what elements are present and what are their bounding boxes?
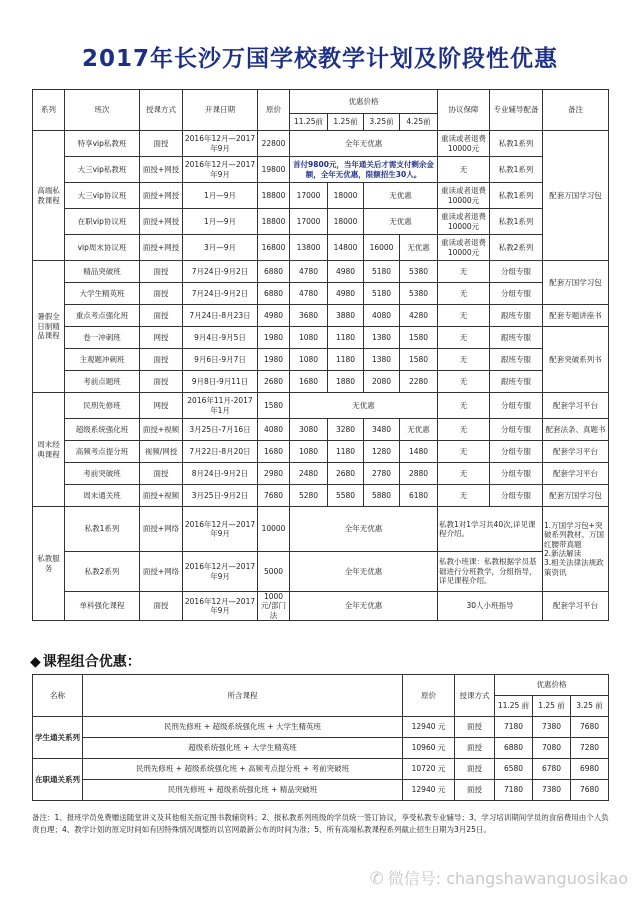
discount-d2: 1180 <box>328 349 364 371</box>
group-label: 私教服务 <box>33 507 65 621</box>
discount-d2: 1880 <box>328 371 364 393</box>
plan-table <box>32 89 609 621</box>
discount-d3: 5880 <box>364 485 400 507</box>
combo-courses: 民刑先修班 + 超级系统强化班 + 精品突破班 <box>83 780 403 801</box>
discount-d2: 4980 <box>328 283 364 305</box>
combo-d2: 7380 <box>533 780 571 801</box>
discount-d1: 4780 <box>290 283 328 305</box>
combo-header-d1: 11.25 前 <box>495 696 533 717</box>
discount-d3: 2080 <box>364 371 400 393</box>
class-mode: 面授 <box>140 131 183 157</box>
diamond-icon: ◆ <box>30 654 41 670</box>
header-d2: 1.25前 <box>328 114 364 131</box>
class-start: 2016年12月—2017年9月 <box>183 552 258 592</box>
class-mode: 面授+视频 <box>140 485 183 507</box>
class-mode: 面授+网授 <box>140 235 183 261</box>
discount-d2: 2680 <box>328 463 364 485</box>
class-price: 18800 <box>258 209 290 235</box>
class-guarantee: 无 <box>438 371 490 393</box>
class-guarantee: 无 <box>438 327 490 349</box>
page-title: 2017年长沙万国学校教学计划及阶段性优惠 <box>81 46 558 72</box>
combo-mode: 面授 <box>455 717 495 738</box>
note-cell: 配套专题讲座书 <box>543 305 609 327</box>
class-price: 1980 <box>258 349 290 371</box>
combo-d2: 6780 <box>533 759 571 780</box>
class-mode: 面授+网授 <box>140 157 183 183</box>
class-start: 9月8日-9月11日 <box>183 371 258 393</box>
class-guarantee: 无 <box>438 261 490 283</box>
combo-mode: 面授 <box>455 738 495 759</box>
wechat-icon: ✆ <box>369 869 384 889</box>
combo-courses: 超级系统强化班 + 大学生精英班 <box>83 738 403 759</box>
class-name: 大学生精英班 <box>65 283 140 305</box>
class-guarantee: 重读或者退费10000元 <box>438 209 490 235</box>
class-tutor: 私教1系列 <box>490 209 543 235</box>
note-cell: 配套学习平台 <box>543 592 609 621</box>
discount-d4: 2880 <box>400 463 438 485</box>
discount-d4: 1580 <box>400 349 438 371</box>
discount-rest: 无优惠 <box>364 183 438 209</box>
class-tutor: 分组专服 <box>490 485 543 507</box>
class-mode: 视频/网授 <box>140 441 183 463</box>
class-start: 7月22日-8月20日 <box>183 441 258 463</box>
class-price: 22800 <box>258 131 290 157</box>
header-d1: 11.25前 <box>290 114 328 131</box>
class-name: 单科强化课程 <box>65 592 140 621</box>
combo-group-label: 学生通关系列 <box>33 717 83 759</box>
group-label: 高端私教课程 <box>33 131 65 261</box>
class-mode: 面授 <box>140 305 183 327</box>
table-row <box>33 157 609 183</box>
class-name: 私教2系列 <box>65 552 140 592</box>
class-price: 1980 <box>258 327 290 349</box>
combo-header-d2: 1.25 前 <box>533 696 571 717</box>
class-guarantee: 无 <box>438 283 490 305</box>
header-d3: 3.25前 <box>364 114 400 131</box>
class-mode: 面授 <box>140 371 183 393</box>
discount-d4: 5380 <box>400 261 438 283</box>
combo-courses: 民刑先修班 + 超级系统强化班 + 大学生精英班 <box>83 717 403 738</box>
table-row <box>33 441 609 463</box>
discount-all: 全年无优惠 <box>290 592 438 621</box>
discount-all: 全年无优惠 <box>290 131 438 157</box>
class-tutor: 分组专服 <box>490 283 543 305</box>
discount-d1: 3680 <box>290 305 328 327</box>
table-row <box>33 283 609 305</box>
combo-mode: 面授 <box>455 759 495 780</box>
table-row <box>33 327 609 349</box>
class-mode: 面授 <box>140 592 183 621</box>
header-d4: 4.25前 <box>400 114 438 131</box>
class-start: 3月25日-9月2日 <box>183 485 258 507</box>
combo-d2: 7080 <box>533 738 571 759</box>
table-row <box>33 463 609 485</box>
class-name: 大三vip协议班 <box>65 183 140 209</box>
combo-price: 10720 元 <box>403 759 455 780</box>
discount-d1: 1080 <box>290 327 328 349</box>
class-start: 9月4日-9月5日 <box>183 327 258 349</box>
class-start: 9月6日-9月7日 <box>183 349 258 371</box>
class-start: 2016年11月-2017年1月 <box>183 393 258 419</box>
class-mode: 面授 <box>140 261 183 283</box>
table-row <box>33 552 609 592</box>
class-name: 特享vip私教班 <box>65 131 140 157</box>
footnote: 备注：1、报班学员免费赠送随堂讲义及其他相关指定图书教辅资料；2、报私教系列班级的学员统一签订协议，享受私教专业辅导；3、学习培训期间学员的食宿费用由个人负责自理；4、教学计划的原定时间如有因特殊情况调整的以官网最新公布的时间为准；5、所有高端私教课程系列截止招生日期为3月25日。 <box>32 813 609 834</box>
class-tutor: 私教1系列 <box>490 183 543 209</box>
note-cell: 配套学习平台 <box>543 463 609 485</box>
class-guarantee: 无 <box>438 157 490 183</box>
discount-all: 全年无优惠 <box>290 552 438 592</box>
discount-d2: 4980 <box>328 261 364 283</box>
discount-d1: 1080 <box>290 441 328 463</box>
combo-header-discount: 优惠价格 <box>495 675 609 696</box>
guarantee-tutor: 私教小班课：私教根据学员基础进行分班教学，分组指导，详见课程介绍。 <box>438 552 543 592</box>
combo-header-price: 原价 <box>403 675 455 717</box>
class-start: 2016年12月—2017年9月 <box>183 592 258 621</box>
table-row <box>33 209 609 235</box>
table-row <box>33 371 609 393</box>
table-row <box>33 717 609 738</box>
discount-special: 首付9800元，当年通关后才需支付剩余金额，全年无优惠，限额招生30人。 <box>290 157 438 183</box>
class-start: 1月—9月 <box>183 209 258 235</box>
discount-all: 全年无优惠 <box>290 507 438 552</box>
header-price: 原价 <box>258 90 290 131</box>
discount-d1: 1080 <box>290 349 328 371</box>
class-mode: 面授+网络 <box>140 552 183 592</box>
note-cell: 配套学习平台 <box>543 393 609 419</box>
combo-courses: 民刑先修班 + 超级系统强化班 + 高频考点提分班 + 考前突破班 <box>83 759 403 780</box>
discount-d4: 6180 <box>400 485 438 507</box>
table-row <box>33 131 609 157</box>
class-name: vip周末协议班 <box>65 235 140 261</box>
class-guarantee: 重读或者退费10000元 <box>438 131 490 157</box>
header-guarantee: 协议保障 <box>438 90 490 131</box>
header-class: 班次 <box>65 90 140 131</box>
combo-d1: 7180 <box>495 780 533 801</box>
discount-all: 无优惠 <box>290 393 438 419</box>
class-mode: 面授+网络 <box>140 507 183 552</box>
combo-d1: 7180 <box>495 717 533 738</box>
class-name: 主观题冲刺班 <box>65 349 140 371</box>
class-guarantee: 无 <box>438 419 490 441</box>
class-mode: 面授+网授 <box>140 183 183 209</box>
class-start: 2016年12月—2017年9月 <box>183 507 258 552</box>
class-tutor: 私教2系列 <box>490 235 543 261</box>
class-price: 10000 <box>258 507 290 552</box>
class-guarantee: 无 <box>438 393 490 419</box>
class-start: 2016年12月—2017年9月 <box>183 131 258 157</box>
discount-d1: 5280 <box>290 485 328 507</box>
class-mode: 面授+网授 <box>140 209 183 235</box>
class-price: 18800 <box>258 183 290 209</box>
table-row <box>33 780 609 801</box>
combo-table <box>32 674 609 801</box>
class-guarantee: 无 <box>438 305 490 327</box>
class-start: 7月24日-9月2日 <box>183 283 258 305</box>
note-cell: 配套突破系列书 <box>543 327 609 393</box>
class-start: 3月25日-7月16日 <box>183 419 258 441</box>
discount-d3: 5180 <box>364 261 400 283</box>
class-price: 4980 <box>258 305 290 327</box>
class-name: 考前点题班 <box>65 371 140 393</box>
class-mode: 面授 <box>140 349 183 371</box>
class-start: 1月—9月 <box>183 183 258 209</box>
table-row <box>33 349 609 371</box>
class-start: 7月24日-9月2日 <box>183 261 258 283</box>
note-cell: 配套学习平台 <box>543 441 609 463</box>
class-tutor: 分组专服 <box>490 261 543 283</box>
watermark: ✆ 微信号: changshawanguosikao <box>369 869 628 889</box>
discount-d2: 18000 <box>328 183 364 209</box>
combo-d3: 7280 <box>571 738 609 759</box>
class-tutor: 私教1系列 <box>490 131 543 157</box>
discount-d1: 2480 <box>290 463 328 485</box>
combo-d1: 6880 <box>495 738 533 759</box>
discount-d2: 1180 <box>328 441 364 463</box>
discount-d1: 1680 <box>290 371 328 393</box>
table-row <box>33 738 609 759</box>
discount-rest: 无优惠 <box>364 209 438 235</box>
class-name: 私教1系列 <box>65 507 140 552</box>
class-guarantee: 重读或者退费10000元 <box>438 183 490 209</box>
discount-d4: 1480 <box>400 441 438 463</box>
header-start: 开课日期 <box>183 90 258 131</box>
class-tutor: 分组专服 <box>490 419 543 441</box>
discount-d3: 16000 <box>364 235 400 261</box>
discount-d2: 14800 <box>328 235 364 261</box>
header-tutor: 专业辅导配备 <box>490 90 543 131</box>
combo-section-title: ◆ 课程组合优惠： <box>30 654 141 670</box>
class-start: 8月24日-9月2日 <box>183 463 258 485</box>
class-tutor: 私教1系列 <box>490 157 543 183</box>
header-note: 备注 <box>543 90 609 131</box>
class-price: 2680 <box>258 371 290 393</box>
discount-d4: 5380 <box>400 283 438 305</box>
combo-d2: 7380 <box>533 717 571 738</box>
class-tutor: 跟班专服 <box>490 349 543 371</box>
table-row <box>33 592 609 621</box>
class-mode: 面授+视频 <box>140 419 183 441</box>
class-tutor: 跟班专服 <box>490 305 543 327</box>
discount-d4: 无优惠 <box>400 419 438 441</box>
table-row <box>33 183 609 209</box>
combo-header-courses: 所含课程 <box>83 675 403 717</box>
discount-d2: 1180 <box>328 327 364 349</box>
class-start: 3月—9月 <box>183 235 258 261</box>
combo-d1: 6580 <box>495 759 533 780</box>
class-name: 考前突破班 <box>65 463 140 485</box>
class-guarantee: 无 <box>438 485 490 507</box>
class-price: 16800 <box>258 235 290 261</box>
class-tutor: 分组专服 <box>490 441 543 463</box>
discount-d1: 17000 <box>290 183 328 209</box>
class-guarantee: 无 <box>438 463 490 485</box>
combo-d3: 6980 <box>571 759 609 780</box>
class-tutor: 跟班专服 <box>490 327 543 349</box>
table-row <box>33 235 609 261</box>
table-row <box>33 305 609 327</box>
class-name: 精品突破班 <box>65 261 140 283</box>
discount-d2: 3880 <box>328 305 364 327</box>
header-mode: 授课方式 <box>140 90 183 131</box>
combo-header-mode: 授课方式 <box>455 675 495 717</box>
table-row <box>33 261 609 283</box>
class-mode: 面授 <box>140 283 183 305</box>
combo-d3: 7680 <box>571 717 609 738</box>
combo-price: 12940 元 <box>403 717 455 738</box>
discount-d3: 3480 <box>364 419 400 441</box>
class-guarantee: 无 <box>438 349 490 371</box>
class-mode: 面授 <box>140 463 183 485</box>
note-cell: 配套法条、真题书 <box>543 419 609 441</box>
class-price: 7680 <box>258 485 290 507</box>
discount-d3: 2780 <box>364 463 400 485</box>
combo-header-d3: 3.25 前 <box>571 696 609 717</box>
class-guarantee: 无 <box>438 441 490 463</box>
combo-price: 12940 元 <box>403 780 455 801</box>
class-price: 1000元/部门法 <box>258 592 290 621</box>
class-price: 1580 <box>258 393 290 419</box>
combo-price: 10960 元 <box>403 738 455 759</box>
guarantee-tutor: 30人小班指导 <box>438 592 543 621</box>
discount-d4: 无优惠 <box>400 235 438 261</box>
class-name: 超级系统强化班 <box>65 419 140 441</box>
combo-header-name: 名称 <box>33 675 83 717</box>
class-price: 4080 <box>258 419 290 441</box>
note-cell: 1.万国学习包+突破系列教材、万国红腰带真题 2.新法解读 3.相关法律法规政策资讯 <box>543 507 609 592</box>
class-mode: 网授 <box>140 327 183 349</box>
class-start: 2016年12月—2017年9月 <box>183 157 258 183</box>
class-start: 7月24日-8月23日 <box>183 305 258 327</box>
class-name: 高频考点提分班 <box>65 441 140 463</box>
class-tutor: 跟班专服 <box>490 371 543 393</box>
class-price: 6880 <box>258 283 290 305</box>
class-name: 大三vip私教班 <box>65 157 140 183</box>
discount-d3: 1380 <box>364 349 400 371</box>
header-discount: 优惠价格 <box>290 90 438 114</box>
discount-d3: 1380 <box>364 327 400 349</box>
table-row <box>33 485 609 507</box>
discount-d1: 3080 <box>290 419 328 441</box>
header-series: 系列 <box>33 90 65 131</box>
discount-d4: 4280 <box>400 305 438 327</box>
note-cell: 配套万国学习包 <box>543 485 609 507</box>
combo-group-label: 在职通关系列 <box>33 759 83 801</box>
group-label: 暑假全日制精品课程 <box>33 261 65 393</box>
discount-d1: 17000 <box>290 209 328 235</box>
discount-d1: 4780 <box>290 261 328 283</box>
discount-d4: 1580 <box>400 327 438 349</box>
combo-mode: 面授 <box>455 780 495 801</box>
table-row <box>33 507 609 552</box>
table-row <box>33 393 609 419</box>
discount-d3: 5180 <box>364 283 400 305</box>
class-mode: 网授 <box>140 393 183 419</box>
class-price: 5000 <box>258 552 290 592</box>
class-price: 2980 <box>258 463 290 485</box>
class-tutor: 分组专服 <box>490 463 543 485</box>
discount-d2: 5580 <box>328 485 364 507</box>
class-price: 19800 <box>258 157 290 183</box>
class-name: 周末通关班 <box>65 485 140 507</box>
guarantee-tutor: 私教1对1学习共40次,详见课程介绍。 <box>438 507 543 552</box>
class-tutor: 分组专服 <box>490 393 543 419</box>
class-guarantee: 重读或者退费10000元 <box>438 235 490 261</box>
discount-d1: 13800 <box>290 235 328 261</box>
note-cell: 配套万国学习包 <box>543 131 609 261</box>
class-price: 1680 <box>258 441 290 463</box>
class-name: 民刑先修班 <box>65 393 140 419</box>
note-cell: 配套万国学习包 <box>543 261 609 305</box>
discount-d3: 1280 <box>364 441 400 463</box>
class-price: 6880 <box>258 261 290 283</box>
discount-d4: 2280 <box>400 371 438 393</box>
table-row <box>33 419 609 441</box>
table-row <box>33 759 609 780</box>
discount-d2: 3280 <box>328 419 364 441</box>
class-name: 卷一冲刺班 <box>65 327 140 349</box>
class-name: 在职vip协议班 <box>65 209 140 235</box>
discount-d2: 18000 <box>328 209 364 235</box>
group-label: 周末经典课程 <box>33 393 65 507</box>
combo-d3: 7680 <box>571 780 609 801</box>
discount-d3: 4080 <box>364 305 400 327</box>
class-name: 重点考点强化班 <box>65 305 140 327</box>
